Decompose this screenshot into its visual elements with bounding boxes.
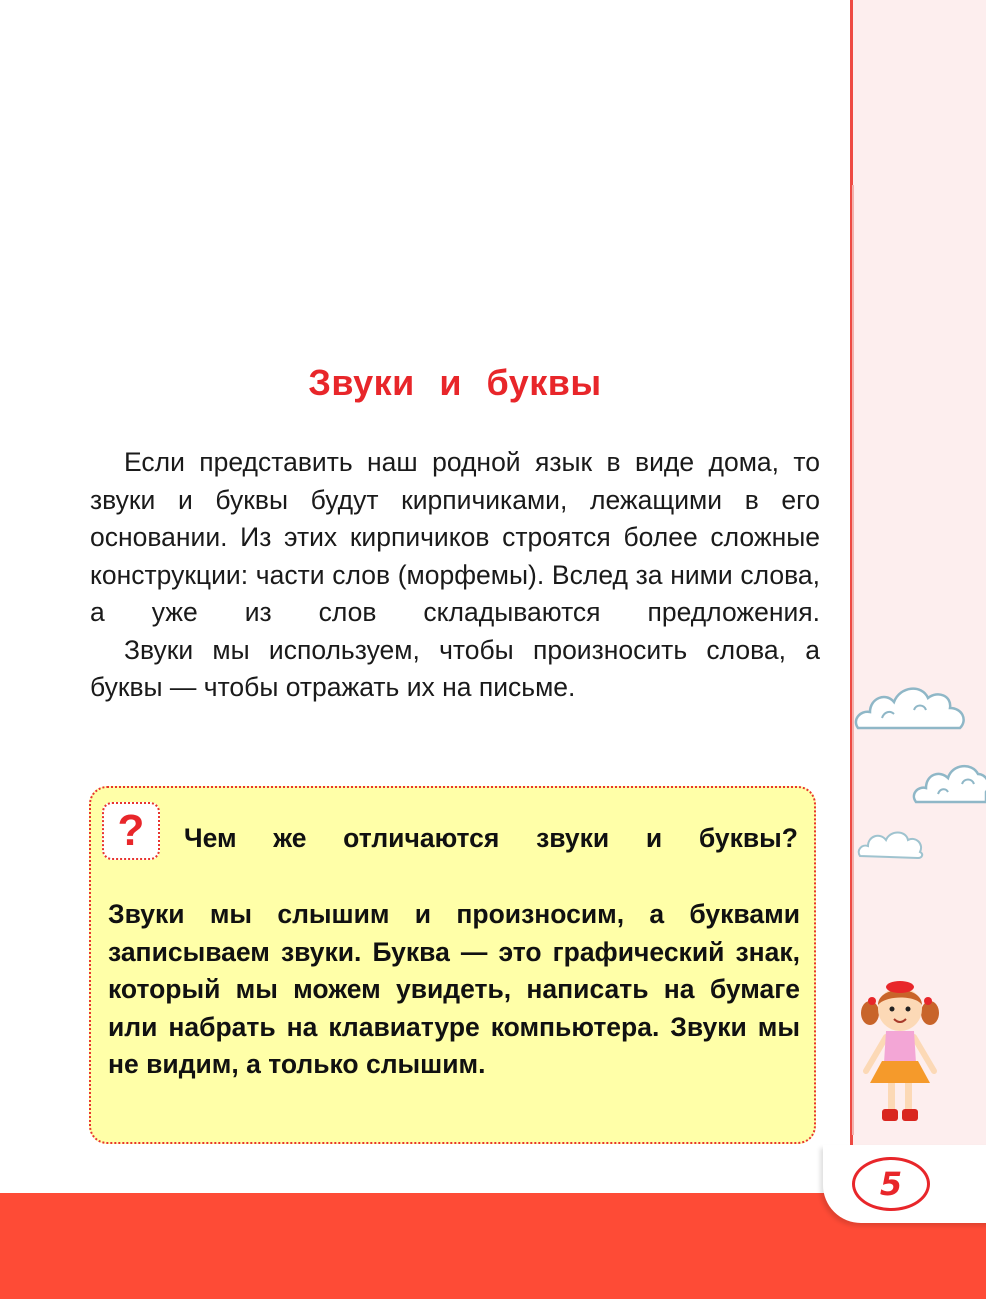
- cloud-icon: [852, 680, 970, 742]
- cloud-icon: [856, 826, 926, 862]
- page-number: 5: [852, 1157, 930, 1211]
- callout-answer: Звуки мы слышим и произносим, а буквами записываем звуки. Буква — это графический знак, который мы можем увидеть, написать на бумаге или набрать на клавиатуре компьютера. Звуки мы не видим, а только слышим.: [108, 899, 800, 1079]
- sidebar-bracket-line: [840, 185, 854, 1135]
- question-mark-icon: ?: [102, 802, 160, 860]
- girl-illustration-icon: [858, 975, 942, 1125]
- callout-question: Чем же отличаются звуки и буквы?: [184, 823, 798, 853]
- paragraph: Звуки мы используем, чтобы произносить слова, а буквы — чтобы отражать их на письме.: [90, 634, 820, 702]
- page-title: Звуки и буквы: [308, 362, 602, 403]
- cloud-icon: [912, 760, 986, 812]
- body-text: [90, 444, 820, 707]
- paragraph: Если представить наш родной язык в виде дома, то звуки и буквы будут кирпичиками, лежащими в его основании. Из этих кирпичиков строятся более сложные конструкции: части слов (морфемы). Вслед за ними слова, а уже из слов складываются предложения.: [90, 447, 820, 627]
